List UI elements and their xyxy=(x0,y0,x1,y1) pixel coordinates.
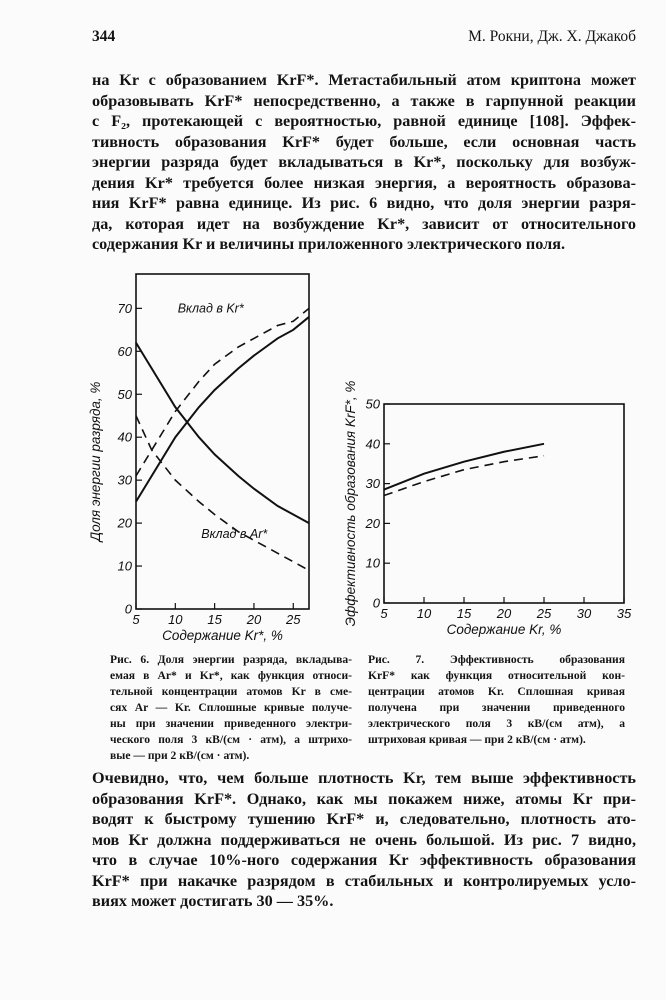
caption-line: сях Ar — Kr. Сплошные кривые получе- xyxy=(110,701,352,714)
caption-line: ны при значении приведенного электри- xyxy=(110,717,352,730)
x-tick-label: 10 xyxy=(168,612,183,627)
text-line: мов Kr должна поддерживаться не очень большой. Из рис. 7 видно, xyxy=(92,830,636,849)
text-line: энергии разряда будет вкладываться в Kr*, поскольку для возбуж- xyxy=(92,153,636,171)
x-tick-label: 10 xyxy=(416,606,432,621)
x-tick-label: 25 xyxy=(286,612,301,627)
paragraph-bottom xyxy=(92,768,636,912)
caption-line: ческого поля 3 кВ/(см · атм), а штрихо- xyxy=(110,733,352,746)
y-tick-label: 70 xyxy=(117,300,132,316)
series-label: Вклад в Kr* xyxy=(177,301,244,316)
x-tick-label: 25 xyxy=(536,606,552,621)
caption-line: KrF* как функция относительной кон- xyxy=(368,669,625,682)
caption-line: Рис. 6. Доля энергии разряда, вкладыва- xyxy=(110,653,352,666)
y-tick-label: 30 xyxy=(365,476,380,492)
x-tick-label: 15 xyxy=(456,606,472,621)
x-tick-label: 20 xyxy=(246,612,262,627)
caption-line: центрации атомов Kr. Сплошная кривая xyxy=(368,685,625,698)
text-line: водят к быстрому тушению KrF* и, следовательно, плотность ато- xyxy=(92,810,636,828)
x-tick-label: 5 xyxy=(132,612,140,627)
x-tick-label: 30 xyxy=(576,606,592,621)
caption-line: получена при значении приведенного xyxy=(368,701,625,714)
x-tick-label: 5 xyxy=(380,606,388,621)
x-tick-label: 20 xyxy=(496,606,512,621)
running-title: М. Рокни, Дж. Х. Джакоб xyxy=(468,28,636,45)
text-line: что в случае 10%-ного содержания Kr эффективность образования xyxy=(92,851,636,869)
caption-line: штриховая кривая — при 2 кВ/(см · атм). xyxy=(368,733,586,746)
series-line-solid xyxy=(384,444,544,490)
text-line: да, которая идет на возбуждение Kr*, зависит от относительного xyxy=(92,214,636,233)
x-tick-label: 35 xyxy=(616,606,632,621)
figure-6-caption xyxy=(110,652,352,764)
y-tick-label: 0 xyxy=(372,595,380,611)
caption-line: Рис. 7. Эффективность образования xyxy=(368,653,625,666)
y-tick-label: 40 xyxy=(365,436,380,452)
y-tick-label: 30 xyxy=(117,472,132,488)
series-label: Вклад в Ar* xyxy=(201,527,268,542)
caption-line: тельной концентрации атомов Kr в сме- xyxy=(110,685,352,698)
text-line: образовывать KrF* непосредственно, а также в гарпунной реакции xyxy=(92,91,636,110)
plot-frame xyxy=(384,404,624,603)
text-line: образования KrF*. Однако, как мы покажем ниже, атомы Kr при- xyxy=(92,789,636,808)
text-line: Очевидно, что, чем больше плотность Kr, тем выше эффективность xyxy=(92,769,636,787)
text-line: виях может достигать 30 — 35%. xyxy=(92,892,334,910)
page-number: 344 xyxy=(92,28,116,45)
text-line: KrF* при накачке разрядом в стабильных и контролируемых усло- xyxy=(92,871,636,890)
x-axis-label: Содержание Kr, % xyxy=(446,622,562,637)
x-tick-label: 15 xyxy=(207,612,222,627)
y-tick-label: 50 xyxy=(365,396,380,412)
y-tick-label: 20 xyxy=(365,515,380,531)
y-tick-label: 20 xyxy=(117,515,132,531)
y-axis-label: Доля энергии разряда, % xyxy=(88,381,103,542)
caption-line: электрического поля 3 кВ/(см атм), а xyxy=(368,717,625,730)
caption-line: емая в Ar* и Kr*, как функция относи- xyxy=(110,669,352,682)
y-tick-label: 10 xyxy=(117,558,132,574)
text-line: дения Kr* требуется более низкая энергия, а вероятность образова- xyxy=(92,173,636,192)
y-tick-label: 40 xyxy=(117,429,132,445)
text-line: ния KrF* равна единице. Из рис. 6 видно, что доля энергии разря- xyxy=(92,194,636,212)
y-tick-label: 50 xyxy=(117,386,132,402)
caption-line: вые — при 2 кВ/(см · атм). xyxy=(110,749,250,762)
text-line: содержания Kr и величины приложенного электрического поля. xyxy=(92,235,566,253)
y-tick-label: 0 xyxy=(124,601,132,617)
figure-7-caption xyxy=(368,652,625,748)
y-axis-label: Эффективность образования KrF*, % xyxy=(343,380,358,627)
y-tick-label: 10 xyxy=(365,555,380,571)
text-line: с F₂, протекающей с вероятностью, равной единице [108]. Эффек- xyxy=(92,112,636,130)
x-axis-label: Содержание Kr*, % xyxy=(162,628,283,643)
text-line: тивность образования KrF* будет больше, если основная часть xyxy=(92,132,636,151)
y-tick-label: 60 xyxy=(117,343,132,359)
text-line: на Kr с образованием KrF*. Метастабильный атом криптона может xyxy=(92,71,636,89)
